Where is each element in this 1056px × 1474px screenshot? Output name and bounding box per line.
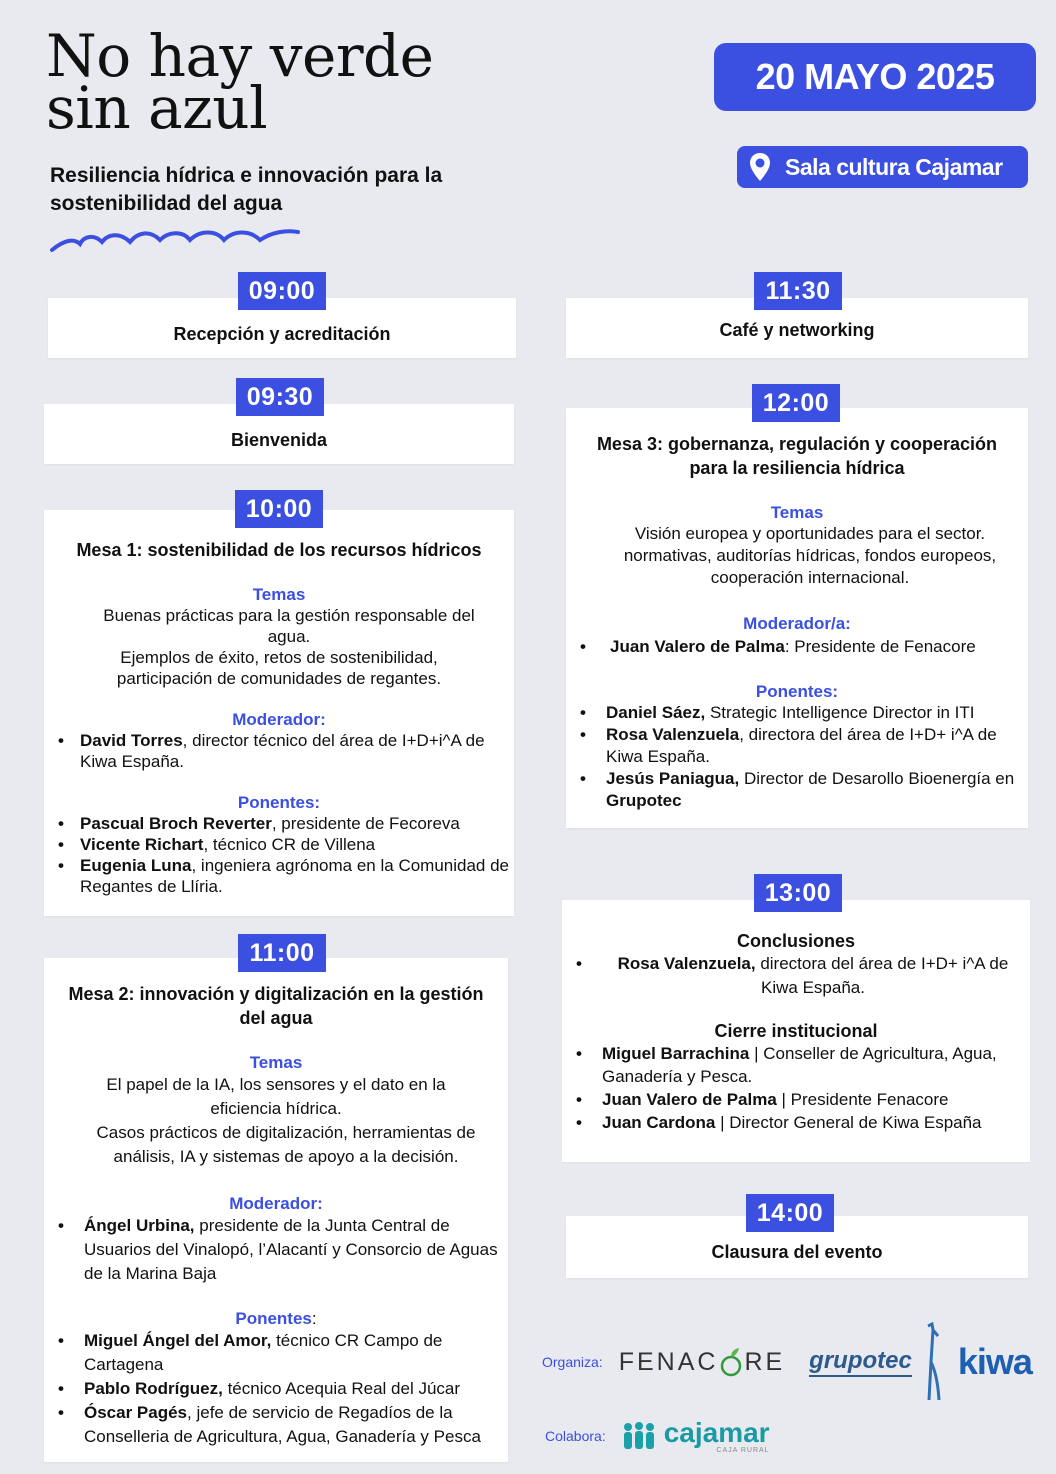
temas-heading: Temas bbox=[249, 1053, 303, 1072]
list-item: • Eugenia Luna, ingeniera agrónoma en la Comunidad de Regantes de Llíria. bbox=[44, 855, 514, 897]
session-title: Mesa 1: sostenibilidad de los recursos hídricos bbox=[76, 540, 482, 560]
temas-text: El papel de la IA, los sensores y el dato en la eficiencia hídrica. bbox=[106, 1075, 446, 1118]
list-item: • Pablo Rodríguez, técnico Acequia Real del Júcar bbox=[44, 1377, 508, 1401]
page-title bbox=[46, 22, 434, 142]
list-item: • Juan Valero de Palma | Presidente Fenacore bbox=[562, 1088, 1030, 1111]
session-title: Clausura del evento bbox=[711, 1242, 883, 1262]
title-line-2: sin azul bbox=[46, 74, 268, 142]
list-item: • Miguel Ángel del Amor, técnico CR Campo de Cartagena bbox=[44, 1329, 508, 1377]
cajamar-logo: cajamar CAJA RURAL bbox=[663, 1416, 770, 1454]
session-title: Café y networking bbox=[719, 320, 875, 340]
time-badge-1300: 13:00 bbox=[754, 874, 842, 912]
moderador-list bbox=[44, 730, 514, 772]
colabora-row bbox=[545, 1416, 770, 1456]
session-card-1000 bbox=[44, 510, 514, 916]
moderador-list bbox=[44, 1214, 508, 1286]
conclusiones-list bbox=[562, 952, 1030, 1000]
session-title: Mesa 3: gobernanza, regulación y cooperación para la resiliencia hídrica bbox=[596, 434, 998, 478]
moderador-heading: Moderador: bbox=[232, 710, 326, 729]
time-badge-1200: 12:00 bbox=[752, 384, 840, 422]
list-item: • Vicente Richart, técnico CR de Villena bbox=[44, 834, 514, 855]
list-item: • David Torres, director técnico del área de I+D+i^A de Kiwa España. bbox=[44, 730, 514, 772]
page-subtitle: Resiliencia hídrica e innovación para la sostenibilidad del agua bbox=[50, 164, 443, 215]
location-pin-icon bbox=[749, 152, 771, 182]
temas-text: Buenas prácticas para la gestión responsable del agua. bbox=[103, 606, 475, 646]
event-date-badge: 20 MAYO 2025 bbox=[714, 43, 1036, 111]
list-item: • Ángel Urbina, presidente de la Junta Central de Usuarios del Vinalopó, l’Alacantí y Consorcio de Aguas de la Marina Baja bbox=[44, 1214, 508, 1286]
time-badge-1400: 14:00 bbox=[746, 1194, 834, 1232]
title-line-1: No hay verde bbox=[46, 22, 434, 90]
organiza-row bbox=[542, 1322, 1032, 1402]
session-title: Mesa 2: innovación y digitalización en la gestión del agua bbox=[68, 984, 484, 1028]
session-card-1100 bbox=[44, 958, 508, 1462]
organiza-label: Organiza: bbox=[542, 1354, 603, 1370]
moderador-heading: Moderador: bbox=[229, 1194, 323, 1213]
list-item: • Miguel Barrachina | Conseller de Agricultura, Agua, Ganadería y Pesca. bbox=[562, 1042, 1030, 1088]
ponentes-list bbox=[44, 1329, 508, 1449]
temas-text: Visión europea y oportunidades para el sector. normativas, auditorías hídricas, fondos europeos, cooperación internacional. bbox=[623, 524, 997, 587]
fenacore-logo: FENAC RE bbox=[618, 1347, 786, 1376]
cierre-heading: Cierre institucional bbox=[714, 1021, 878, 1041]
kiwa-logo: kiwa bbox=[957, 1341, 1032, 1382]
time-badge-1000: 10:00 bbox=[235, 490, 323, 528]
session-title: Recepción y acreditación bbox=[173, 324, 391, 344]
temas-text: Ejemplos de éxito, retos de sostenibilidad, participación de comunidades de regantes. bbox=[116, 648, 442, 688]
ponentes-heading: Ponentes: bbox=[235, 1309, 317, 1328]
list-item: • Óscar Pagés, jefe de servicio de Regadíos de la Conselleria de Agricultura, Agua, Ganadería y Pesca bbox=[44, 1401, 508, 1449]
wave-decoration-icon bbox=[50, 228, 302, 256]
ponentes-list bbox=[44, 813, 514, 897]
location-badge bbox=[737, 146, 1028, 188]
moderador-heading: Moderador/a: bbox=[743, 614, 851, 633]
ponentes-list bbox=[566, 702, 1028, 812]
list-item: • Daniel Sáez, Strategic Intelligence Director in ITI bbox=[566, 702, 1028, 724]
time-badge-0900: 09:00 bbox=[238, 272, 326, 310]
temas-heading: Temas bbox=[770, 503, 824, 522]
time-badge-0930: 09:30 bbox=[236, 378, 324, 416]
time-badge-1100: 11:00 bbox=[238, 934, 326, 972]
session-card-1200 bbox=[566, 408, 1028, 828]
list-item: • Pascual Broch Reverter, presidente de Fecoreva bbox=[44, 813, 514, 834]
list-item: • Juan Valero de Palma: Presidente de Fenacore bbox=[566, 636, 1028, 657]
list-item: • Rosa Valenzuela, directora del área de I+D+ i^A de Kiwa España. bbox=[566, 724, 1028, 768]
list-item: • Juan Cardona | Director General de Kiwa España bbox=[562, 1111, 1030, 1134]
conclusiones-heading: Conclusiones bbox=[736, 931, 856, 951]
ponentes-heading: Ponentes: bbox=[755, 682, 839, 701]
fenacore-drop-icon bbox=[720, 1347, 742, 1377]
time-badge-1130: 11:30 bbox=[754, 272, 842, 310]
session-card-1300 bbox=[562, 900, 1030, 1162]
grupotec-logo: grupotec bbox=[809, 1347, 912, 1377]
list-item: • Rosa Valenzuela, directora del área de I+D+ i^A de Kiwa España. bbox=[562, 952, 1030, 1000]
ponentes-heading: Ponentes: bbox=[237, 793, 321, 812]
moderador-list bbox=[566, 636, 1028, 657]
colabora-label: Colabora: bbox=[545, 1428, 606, 1444]
session-title: Bienvenida bbox=[230, 430, 328, 450]
kiwa-giraffe-icon bbox=[922, 1322, 948, 1402]
location-text: Sala cultura Cajamar bbox=[785, 153, 1003, 180]
temas-text: Casos prácticos de digitalización, herramientas de análisis, IA y sistemas de apoyo a la decisión. bbox=[96, 1123, 476, 1166]
cajamar-people-icon bbox=[622, 1421, 656, 1451]
cierre-list bbox=[562, 1042, 1030, 1134]
list-item: • Jesús Paniagua, Director de Desarollo Bioenergía en Grupotec bbox=[566, 768, 1028, 812]
temas-heading: Temas bbox=[252, 585, 306, 604]
